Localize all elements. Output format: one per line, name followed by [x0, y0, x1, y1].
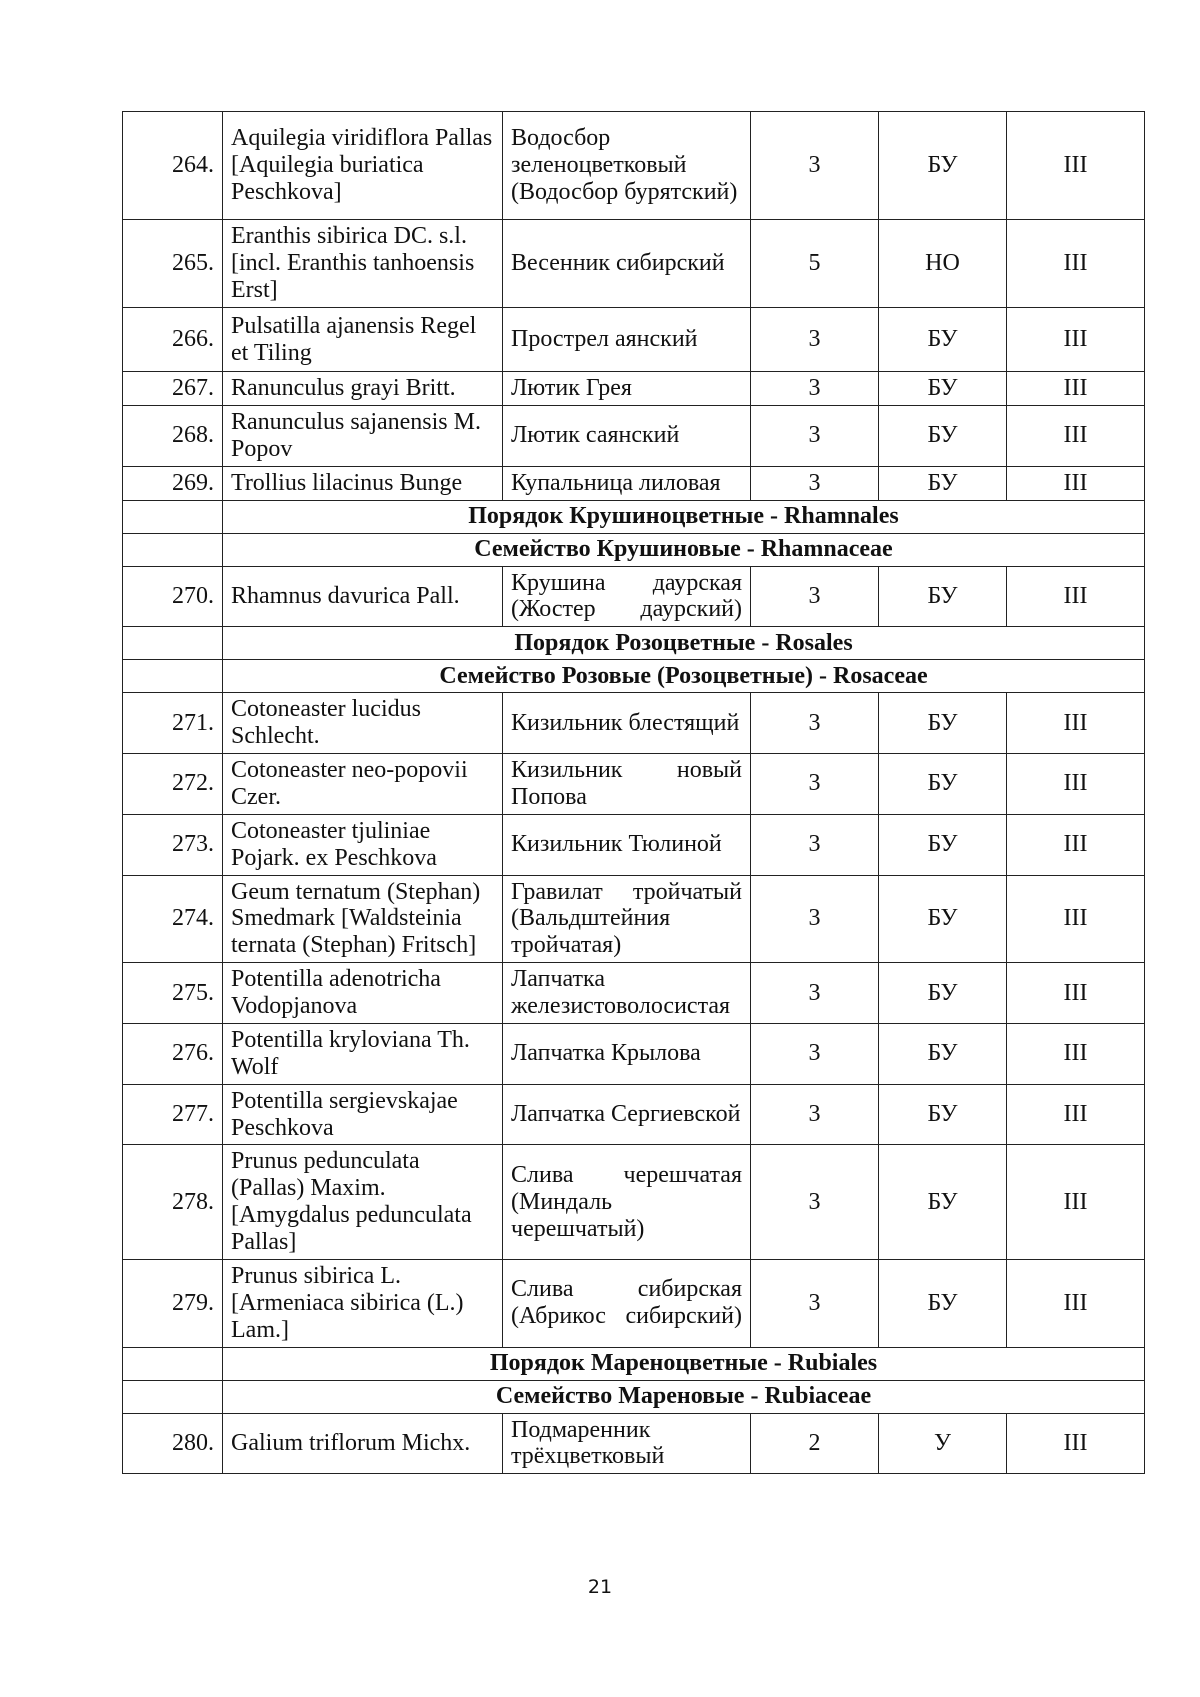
level-cell: III [1007, 1084, 1145, 1145]
status-cell: НО [879, 220, 1007, 308]
category-cell: 3 [751, 466, 879, 500]
row-number: 270. [123, 566, 223, 627]
page-number: 21 [587, 1576, 613, 1598]
category-cell: 3 [751, 875, 879, 963]
status-cell: БУ [879, 112, 1007, 220]
level-cell: III [1007, 112, 1145, 220]
taxon-header-row [123, 627, 1145, 660]
row-number: 272. [123, 754, 223, 815]
taxon-header-row [123, 1380, 1145, 1413]
level-cell: III [1007, 308, 1145, 372]
level-cell: III [1007, 814, 1145, 875]
category-cell: 2 [751, 1413, 879, 1474]
header-empty-cell [123, 1380, 223, 1413]
category-cell: 3 [751, 372, 879, 406]
level-cell: III [1007, 875, 1145, 963]
row-number: 264. [123, 112, 223, 220]
category-cell: 5 [751, 220, 879, 308]
species-row [123, 405, 1145, 466]
level-cell: III [1007, 220, 1145, 308]
taxon-header-title: Семейство Крушиновые - Rhamnaceae [223, 533, 1145, 566]
russian-name: Лапчатка железистоволосистая [503, 963, 751, 1024]
category-cell: 3 [751, 1145, 879, 1260]
taxon-header-row [123, 533, 1145, 566]
species-row [123, 1413, 1145, 1474]
russian-name: Лютик Грея [503, 372, 751, 406]
russian-name: Лапчатка Крылова [503, 1023, 751, 1084]
category-cell: 3 [751, 963, 879, 1024]
latin-name: Cotoneaster lucidus Schlecht. [223, 693, 503, 754]
species-row [123, 754, 1145, 815]
russian-name: Прострел аянский [503, 308, 751, 372]
header-empty-cell [123, 500, 223, 533]
species-row [123, 875, 1145, 963]
russian-name: Кизильник блестящий [503, 693, 751, 754]
row-number: 279. [123, 1259, 223, 1347]
latin-name: Potentilla kryloviana Th. Wolf [223, 1023, 503, 1084]
species-row [123, 693, 1145, 754]
level-cell: III [1007, 693, 1145, 754]
species-row [123, 372, 1145, 406]
row-number: 271. [123, 693, 223, 754]
species-row [123, 566, 1145, 627]
level-cell: III [1007, 372, 1145, 406]
row-number: 269. [123, 466, 223, 500]
status-cell: БУ [879, 963, 1007, 1024]
status-cell: БУ [879, 308, 1007, 372]
russian-name: Крушина даурская (Жостер даурский) [503, 566, 751, 627]
category-cell: 3 [751, 754, 879, 815]
row-number: 267. [123, 372, 223, 406]
species-row [123, 1145, 1145, 1260]
russian-name: Кизильник новый Попова [503, 754, 751, 815]
red-book-table [122, 111, 1145, 1474]
row-number: 273. [123, 814, 223, 875]
taxon-header-title: Порядок Крушиноцветные - Rhamnales [223, 500, 1145, 533]
header-empty-cell [123, 533, 223, 566]
status-cell: БУ [879, 1259, 1007, 1347]
status-cell: БУ [879, 693, 1007, 754]
latin-name: Aquilegia viridiflora Pallas [Aquilegia buriatica Peschkova] [223, 112, 503, 220]
status-cell: БУ [879, 1084, 1007, 1145]
species-row [123, 1259, 1145, 1347]
row-number: 265. [123, 220, 223, 308]
species-row [123, 963, 1145, 1024]
latin-name: Pulsatilla ajanensis Regel et Tiling [223, 308, 503, 372]
latin-name: Prunus pedunculata (Pallas) Maxim. [Amygdalus pedunculata Pallas] [223, 1145, 503, 1260]
russian-name: Слива сибирская (Абрикос сибирский) [503, 1259, 751, 1347]
row-number: 278. [123, 1145, 223, 1260]
status-cell: БУ [879, 1023, 1007, 1084]
species-row [123, 1023, 1145, 1084]
taxon-header-title: Порядок Мареноцветные - Rubiales [223, 1347, 1145, 1380]
row-number: 268. [123, 405, 223, 466]
row-number: 280. [123, 1413, 223, 1474]
russian-name: Кизильник Тюлиной [503, 814, 751, 875]
category-cell: 3 [751, 566, 879, 627]
status-cell: БУ [879, 466, 1007, 500]
latin-name: Ranunculus sajanensis M. Popov [223, 405, 503, 466]
russian-name: Слива черешчатая (Миндаль черешчатый) [503, 1145, 751, 1260]
level-cell: III [1007, 1259, 1145, 1347]
table-body [123, 112, 1145, 1474]
russian-name: Лапчатка Сергиевской [503, 1084, 751, 1145]
status-cell: БУ [879, 566, 1007, 627]
category-cell: 3 [751, 814, 879, 875]
level-cell: III [1007, 1413, 1145, 1474]
taxon-header-title: Семейство Розовые (Розоцветные) - Rosaceae [223, 660, 1145, 693]
row-number: 276. [123, 1023, 223, 1084]
species-row [123, 308, 1145, 372]
row-number: 274. [123, 875, 223, 963]
status-cell: БУ [879, 875, 1007, 963]
row-number: 275. [123, 963, 223, 1024]
latin-name: Galium triflorum Michx. [223, 1413, 503, 1474]
taxon-header-title: Порядок Розоцветные - Rosales [223, 627, 1145, 660]
latin-name: Ranunculus grayi Britt. [223, 372, 503, 406]
category-cell: 3 [751, 1259, 879, 1347]
header-empty-cell [123, 660, 223, 693]
taxon-header-row [123, 500, 1145, 533]
level-cell: III [1007, 405, 1145, 466]
level-cell: III [1007, 1145, 1145, 1260]
level-cell: III [1007, 566, 1145, 627]
header-empty-cell [123, 1347, 223, 1380]
status-cell: БУ [879, 1145, 1007, 1260]
category-cell: 3 [751, 1084, 879, 1145]
latin-name: Trollius lilacinus Bunge [223, 466, 503, 500]
level-cell: III [1007, 1023, 1145, 1084]
level-cell: III [1007, 754, 1145, 815]
species-row [123, 1084, 1145, 1145]
level-cell: III [1007, 466, 1145, 500]
status-cell: БУ [879, 754, 1007, 815]
header-empty-cell [123, 627, 223, 660]
category-cell: 3 [751, 1023, 879, 1084]
level-cell: III [1007, 963, 1145, 1024]
russian-name: Лютик саянский [503, 405, 751, 466]
category-cell: 3 [751, 405, 879, 466]
species-row [123, 220, 1145, 308]
latin-name: Prunus sibirica L. [Armeniaca sibirica (L.) Lam.] [223, 1259, 503, 1347]
latin-name: Cotoneaster tjuliniae Pojark. ex Peschkova [223, 814, 503, 875]
category-cell: 3 [751, 693, 879, 754]
latin-name: Eranthis sibirica DC. s.l. [incl. Eranthis tanhoensis Erst] [223, 220, 503, 308]
latin-name: Geum ternatum (Stephan) Smedmark [Waldsteinia ternata (Stephan) Fritsch] [223, 875, 503, 963]
species-row [123, 814, 1145, 875]
russian-name: Подмаренник трёхцветковый [503, 1413, 751, 1474]
latin-name: Rhamnus davurica Pall. [223, 566, 503, 627]
category-cell: 3 [751, 112, 879, 220]
latin-name: Cotoneaster neo-popovii Czer. [223, 754, 503, 815]
taxon-header-row [123, 660, 1145, 693]
row-number: 277. [123, 1084, 223, 1145]
row-number: 266. [123, 308, 223, 372]
russian-name: Водосбор зеленоцветковый (Водосбор бурятский) [503, 112, 751, 220]
species-row [123, 466, 1145, 500]
status-cell: БУ [879, 405, 1007, 466]
status-cell: БУ [879, 372, 1007, 406]
latin-name: Potentilla sergievskajae Peschkova [223, 1084, 503, 1145]
taxon-header-row [123, 1347, 1145, 1380]
status-cell: БУ [879, 814, 1007, 875]
russian-name: Гравилат тройчатый (Вальдштейния тройчатая) [503, 875, 751, 963]
russian-name: Весенник сибирский [503, 220, 751, 308]
category-cell: 3 [751, 308, 879, 372]
species-row [123, 112, 1145, 220]
taxon-header-title: Семейство Мареновые - Rubiaceae [223, 1380, 1145, 1413]
russian-name: Купальница лиловая [503, 466, 751, 500]
status-cell: У [879, 1413, 1007, 1474]
latin-name: Potentilla adenotricha Vodopjanova [223, 963, 503, 1024]
